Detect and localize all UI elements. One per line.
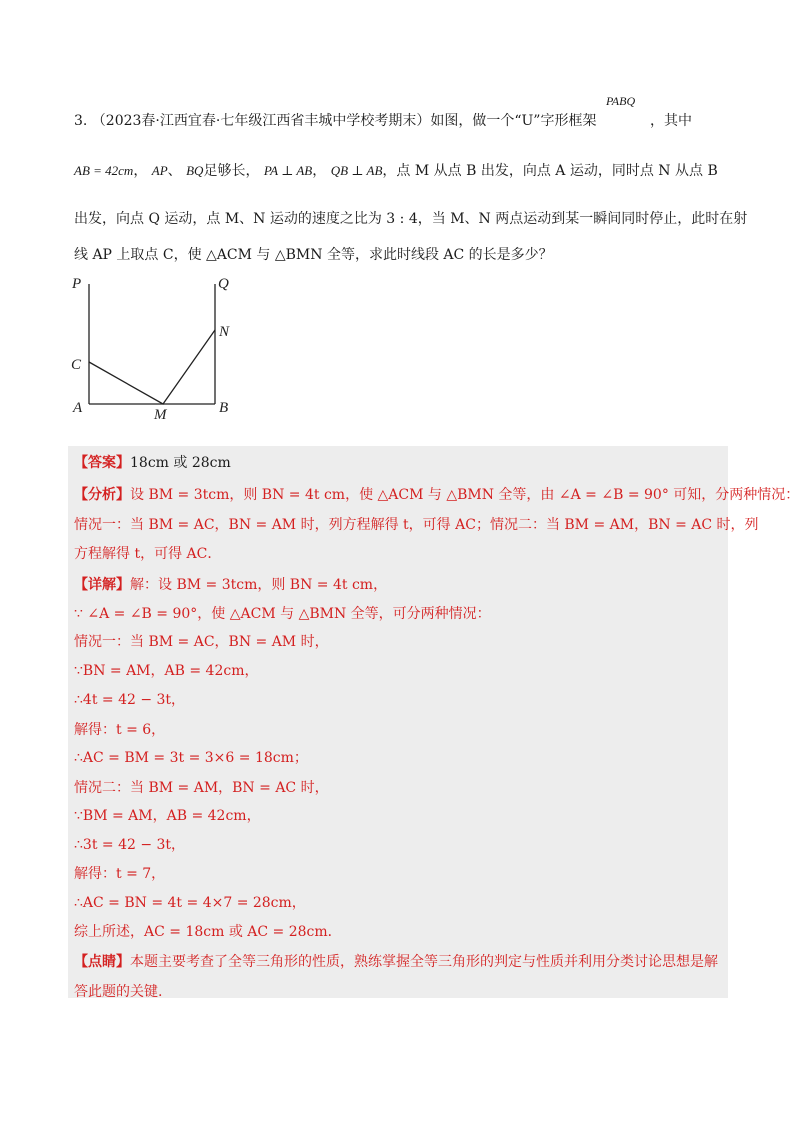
label-m: M bbox=[154, 407, 167, 422]
analysis-line-1 bbox=[74, 484, 799, 504]
detail-line-1 bbox=[74, 574, 387, 594]
comment-line-2: 答此题的关键. bbox=[74, 984, 163, 1000]
question-line-1-end: ，其中 bbox=[650, 113, 692, 129]
detail-line-12: ∴AC = BN = 4t = 4×7 = 28cm， bbox=[74, 895, 306, 911]
label-c: C bbox=[71, 357, 82, 373]
answer-line bbox=[74, 452, 231, 472]
detail-line-3: 情况一：当 BM = AC，BN = AM 时， bbox=[74, 634, 329, 650]
label-a: A bbox=[73, 400, 83, 416]
question-line-3: 出发，向点 Q 运动，点 M、N 运动的速度之比为 3 : 4，当 M、N 两点运动到某一瞬间同时停止，此时在射 bbox=[74, 211, 748, 227]
path-c-m-n bbox=[89, 330, 215, 404]
math-ap: AP bbox=[151, 163, 168, 178]
comma: ， bbox=[133, 163, 148, 179]
sep: 、 bbox=[167, 163, 182, 179]
u-frame-figure bbox=[68, 272, 268, 422]
detail-line-7: ∴AC = BM = 3t = 3×6 = 18cm； bbox=[74, 750, 308, 766]
frame-label: PABQ bbox=[606, 94, 636, 108]
detail-line-4: ∵BN = AM，AB = 42cm， bbox=[74, 663, 259, 679]
text-long: 足够长， bbox=[203, 163, 260, 179]
text-motion: ，点 M 从点 B 出发，向点 A 运动，同时点 N 从点 B bbox=[382, 163, 718, 179]
analysis-tag: 【分析】 bbox=[74, 487, 130, 503]
question-text: 3. （2023春·江西宜春·七年级江西省丰城中学校考期末）如图，做一个“U”字形框架 bbox=[74, 113, 597, 129]
label-q: Q bbox=[218, 276, 229, 292]
detail-line-9: ∵BM = AM，AB = 42cm， bbox=[74, 808, 261, 824]
detail-line-2: ∵ ∠A = ∠B = 90°，使 △ACM 与 △BMN 全等，可分两种情况： bbox=[74, 606, 491, 622]
label-n: N bbox=[219, 324, 230, 340]
answer-tag: 【答案】 bbox=[74, 455, 130, 471]
analysis-line-2: 情况一：当 BM = AC，BN = AM 时，列方程解得 t，可得 AC；情况二：当 BM = AM，BN = AC 时，列 bbox=[74, 517, 759, 533]
detail-line-5: ∴4t = 42 − 3t， bbox=[74, 692, 186, 708]
math-ab: AB = 42cm bbox=[74, 163, 134, 178]
detail-line-13: 综上所述，AC = 18cm 或 AC = 28cm． bbox=[74, 924, 342, 940]
question-line-4: 线 AP 上取点 C，使 △ACM 与 △BMN 全等，求此时线段 AC 的长是多少？ bbox=[74, 247, 553, 263]
math-bq: BQ bbox=[186, 163, 204, 178]
detail-line-10: ∴3t = 42 − 3t， bbox=[74, 837, 186, 853]
detail-line-6: 解得：t = 6， bbox=[74, 722, 166, 738]
label-b: B bbox=[219, 400, 229, 416]
math-pa-perp: PA ⊥ AB bbox=[263, 163, 313, 178]
analysis-line-3: 方程解得 t，可得 AC． bbox=[74, 546, 222, 562]
analysis-text: 设 BM = 3tcm，则 BN = 4t cm，使 △ACM 与 △BMN 全等，由 ∠A = ∠B = 90° 可知，分两种情况： bbox=[130, 487, 800, 503]
detail-text: 解：设 BM = 3tcm，则 BN = 4t cm， bbox=[130, 577, 388, 593]
comment-text: 本题主要考查了全等三角形的性质，熟练掌握全等三角形的判定与性质并利用分类讨论思想是解 bbox=[130, 954, 718, 970]
detail-line-11: 解得：t = 7， bbox=[74, 866, 166, 882]
question-line-1 bbox=[74, 110, 596, 130]
question-line-2 bbox=[74, 160, 718, 180]
comment-tag: 【点睛】 bbox=[74, 954, 130, 970]
detail-line-8: 情况二：当 BM = AM，BN = AC 时， bbox=[74, 780, 329, 796]
math-qb-perp: QB ⊥ AB bbox=[330, 163, 383, 178]
comma-2: ， bbox=[312, 163, 327, 179]
answer-value: 18cm 或 28cm bbox=[130, 455, 231, 471]
comment-line-1 bbox=[74, 951, 718, 971]
label-p: P bbox=[72, 276, 82, 292]
detail-tag: 【详解】 bbox=[74, 577, 130, 593]
